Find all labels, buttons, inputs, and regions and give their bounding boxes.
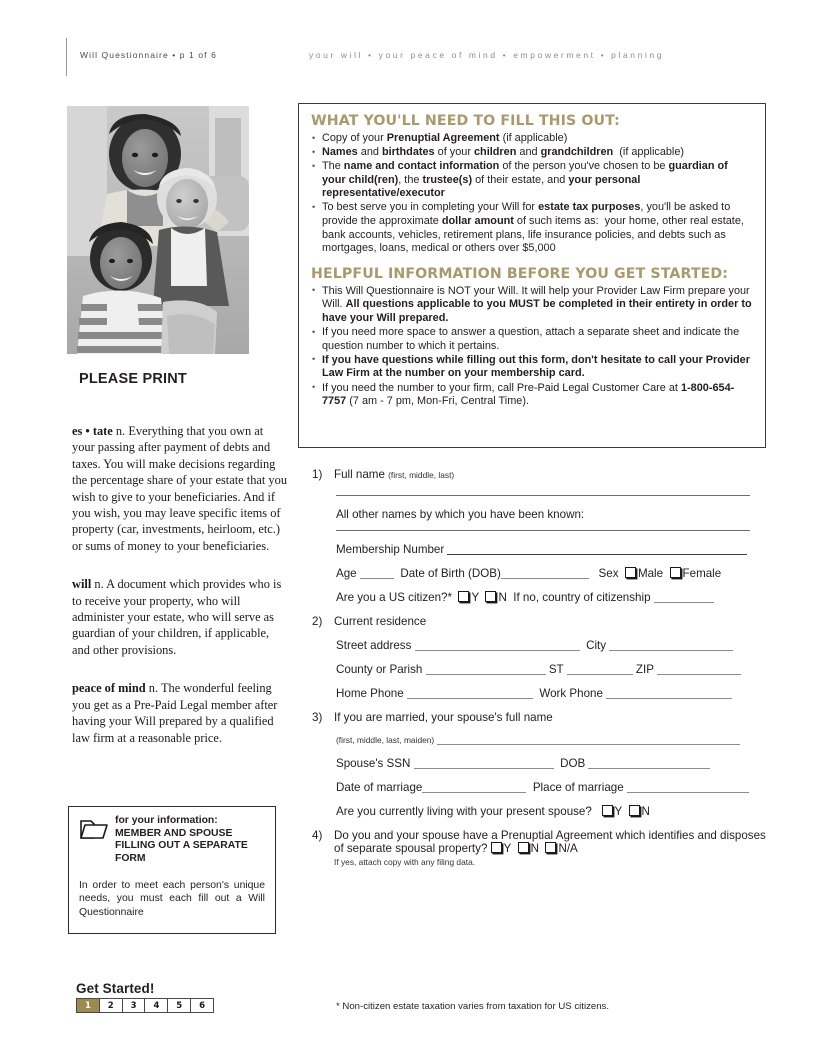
other-names-label: All other names by which you have been known: bbox=[336, 508, 585, 521]
home-phone-input[interactable] bbox=[407, 698, 533, 699]
definition-body: A document which provides who is to receive your property, who will administer your estate, who will serve as guardian of your children, if applicable, and other provisions. bbox=[72, 577, 282, 657]
country-of-citizenship-input[interactable] bbox=[654, 602, 714, 603]
fyi-title-line3: FORM bbox=[115, 852, 146, 864]
spouse-dob-input[interactable] bbox=[588, 768, 710, 769]
list-item: • If you need more space to answer a question, attach a separate sheet and indicate the question number to which it pertains. bbox=[311, 326, 753, 353]
home-phone-label: Home Phone bbox=[336, 687, 404, 700]
step-4[interactable]: 4 bbox=[145, 999, 168, 1012]
definition-peace-of-mind bbox=[72, 680, 288, 746]
fyi-title-line1: MEMBER AND SPOUSE bbox=[115, 827, 233, 839]
living-no-label: N bbox=[641, 805, 650, 818]
country-of-citizenship-label: If no, country of citizenship bbox=[513, 591, 651, 604]
membership-number-row bbox=[336, 543, 767, 556]
citizenship-row bbox=[336, 591, 767, 604]
for-your-information-box bbox=[68, 806, 276, 934]
definition-estate bbox=[72, 423, 288, 554]
place-of-marriage-label: Place of marriage bbox=[532, 781, 624, 794]
checkbox-male[interactable] bbox=[625, 567, 636, 578]
citizen-yes-label: Y bbox=[471, 591, 479, 604]
list-item: • If you have questions while filling out this form, don't hesitate to call your Provider Law Firm at the number on your membership card. bbox=[311, 354, 753, 381]
st-label: ST bbox=[548, 663, 564, 676]
definition-term: es • tate bbox=[72, 424, 113, 438]
definition-pos: n. bbox=[115, 424, 126, 438]
county-label: County or Parish bbox=[336, 663, 423, 676]
step-1[interactable]: 1 bbox=[77, 999, 100, 1012]
spouse-name-row bbox=[336, 733, 767, 746]
street-address-label: Street address bbox=[336, 639, 412, 652]
please-print-heading: PLEASE PRINT bbox=[79, 371, 187, 387]
family-photo bbox=[67, 106, 249, 354]
date-of-marriage-label: Date of marriage bbox=[336, 781, 423, 794]
living-with-spouse-row bbox=[336, 805, 767, 818]
prenup-no-label: N bbox=[530, 842, 539, 855]
spouse-full-name-input[interactable] bbox=[437, 744, 740, 745]
step-2[interactable]: 2 bbox=[100, 999, 123, 1012]
question-1-hint: (first, middle, last) bbox=[388, 470, 455, 480]
male-label: Male bbox=[637, 567, 664, 580]
city-label: City bbox=[586, 639, 607, 652]
spouse-ssn-dob-row bbox=[336, 757, 767, 770]
get-started-block bbox=[76, 981, 214, 1013]
membership-number-input[interactable] bbox=[447, 554, 747, 555]
street-address-input[interactable] bbox=[415, 650, 580, 651]
what-youll-need-list bbox=[311, 132, 753, 256]
prenup-na-label: N/A bbox=[558, 842, 578, 855]
spouse-ssn-input[interactable] bbox=[414, 768, 554, 769]
list-item: • Names and birthdates of your children and grandchildren (if applicable) bbox=[311, 146, 753, 160]
county-input[interactable] bbox=[426, 674, 546, 675]
step-6[interactable]: 6 bbox=[191, 999, 213, 1012]
step-5[interactable]: 5 bbox=[168, 999, 191, 1012]
question-3-hint: (first, middle, last, maiden) bbox=[336, 735, 435, 745]
family-photo-image bbox=[67, 106, 249, 354]
zip-input[interactable] bbox=[657, 674, 741, 675]
spouse-ssn-label: Spouse's SSN bbox=[336, 757, 411, 770]
female-label: Female bbox=[682, 567, 722, 580]
definition-body: The wonderful feeling you get as a Pre-Paid Legal member after having your Will prepared by a qualified law firm at a reasonable price. bbox=[72, 681, 278, 745]
dob-label: Date of Birth (DOB) bbox=[400, 567, 501, 580]
question-4-label: Do you and your spouse have a Prenuptial Agreement which identifies and disposes of separate spousal property? bbox=[334, 829, 766, 855]
header-title: Will Questionnaire • p 1 of 6 bbox=[80, 50, 217, 60]
age-input[interactable] bbox=[360, 578, 394, 579]
checkbox-prenup-no[interactable] bbox=[518, 842, 529, 853]
checkbox-prenup-na[interactable] bbox=[545, 842, 556, 853]
checkbox-citizen-yes[interactable] bbox=[458, 591, 469, 602]
info-heading-what-youll-need: WHAT YOU'LL NEED TO FILL THIS OUT: bbox=[311, 113, 620, 129]
question-1 bbox=[312, 468, 767, 481]
question-1-label: Full name bbox=[334, 468, 385, 481]
date-of-marriage-input[interactable] bbox=[422, 792, 526, 793]
fyi-label: for your information: bbox=[115, 815, 218, 826]
citizen-no-label: N bbox=[498, 591, 507, 604]
question-4-number: 4) bbox=[312, 829, 323, 842]
helpful-information-list bbox=[311, 285, 753, 409]
living-yes-label: Y bbox=[614, 805, 623, 818]
definition-term: will bbox=[72, 577, 92, 592]
list-item: • If you need the number to your firm, call Pre-Paid Legal Customer Care at 1-800-654-7757 (7 am - 7 pm, Mon-Fri, Central Time). bbox=[311, 382, 753, 409]
definition-pos: n. bbox=[148, 681, 159, 696]
question-2-number: 2) bbox=[312, 615, 323, 628]
list-item: • Copy of your Prenuptial Agreement (if applicable) bbox=[311, 132, 753, 146]
work-phone-input[interactable] bbox=[606, 698, 732, 699]
living-with-spouse-label: Are you currently living with your present spouse? bbox=[336, 805, 592, 818]
checkbox-citizen-no[interactable] bbox=[485, 591, 496, 602]
sex-label: Sex bbox=[598, 567, 619, 580]
age-label: Age bbox=[336, 567, 357, 580]
dob-input[interactable] bbox=[501, 578, 589, 579]
header-divider-rule bbox=[66, 38, 67, 76]
definition-will bbox=[72, 576, 288, 658]
question-3-label: If you are married, your spouse's full name bbox=[334, 711, 553, 724]
question-2 bbox=[312, 615, 767, 628]
other-names-row bbox=[336, 508, 767, 521]
checkbox-prenup-yes[interactable] bbox=[491, 842, 502, 853]
membership-number-label: Membership Number bbox=[336, 543, 445, 556]
other-names-input-line[interactable] bbox=[336, 530, 750, 531]
page-footnote: * Non-citizen estate taxation varies from taxation for US citizens. bbox=[336, 1001, 610, 1012]
definition-body: Everything that you own at your passing after payment of debts and taxes. You will make decisions regarding the percentage share of your estate that you wish to give to your beneficiaries. And if you wish, you may leave specific items of property (car, investments, heirloom, etc.) or sums of money to your beneficiaries. bbox=[72, 424, 288, 553]
list-item: • This Will Questionnaire is NOT your Will. It will help your Provider Law Firm prepare your Will. All questions applicable to you MUST be completed in their entirety in order to have your Will prepared. bbox=[311, 285, 753, 326]
citizen-question-label: Are you a US citizen?* bbox=[336, 591, 452, 604]
st-input[interactable] bbox=[567, 674, 633, 675]
spouse-dob-label: DOB bbox=[560, 757, 586, 770]
checkbox-female[interactable] bbox=[670, 567, 681, 578]
prenup-yes-label: Y bbox=[503, 842, 512, 855]
city-input[interactable] bbox=[609, 650, 733, 651]
street-city-row bbox=[336, 639, 767, 652]
age-dob-sex-row bbox=[336, 567, 767, 580]
folder-icon bbox=[79, 817, 109, 841]
get-started-title: Get Started! bbox=[76, 981, 155, 996]
phones-row bbox=[336, 687, 767, 700]
place-of-marriage-input[interactable] bbox=[627, 792, 749, 793]
zip-label: ZIP bbox=[635, 663, 654, 676]
fyi-title-line2: FILLING OUT A SEPARATE bbox=[115, 840, 248, 852]
work-phone-label: Work Phone bbox=[539, 687, 603, 700]
info-heading-helpful-information: HELPFUL INFORMATION BEFORE YOU GET STARTED: bbox=[311, 265, 729, 282]
list-item: • To best serve you in completing your Will for estate tax purposes, you'll be asked to provide the approximate dollar amount of such items as: your home, other real estate, bank accounts, vehicles, retirement plans, life insurance policies, and debts such as mortgages, loans, medical or others over $5,000 bbox=[311, 201, 753, 255]
question-4-note: If yes, attach copy with any filing data. bbox=[334, 857, 476, 867]
definition-term: peace of mind bbox=[72, 681, 146, 696]
question-2-label: Current residence bbox=[334, 615, 427, 628]
list-item: • The name and contact information of the person you've chosen to be guardian of your child(ren), the trustee(s) of their estate, and your personal representative/executor bbox=[311, 160, 753, 201]
question-3-number: 3) bbox=[312, 711, 323, 724]
questionnaire-form bbox=[312, 468, 767, 867]
header-tagline: your will • your peace of mind • empowerment • planning bbox=[309, 50, 665, 60]
page-header bbox=[66, 38, 766, 76]
question-1-number: 1) bbox=[312, 468, 323, 481]
requirements-info-box bbox=[298, 103, 766, 448]
step-3[interactable]: 3 bbox=[123, 999, 146, 1012]
checkbox-living-no[interactable] bbox=[629, 805, 640, 816]
fyi-body-text: In order to meet each person's unique needs, you must each fill out a Will Questionnaire bbox=[79, 880, 265, 918]
definition-pos: n. bbox=[94, 577, 104, 592]
question-4 bbox=[312, 829, 767, 867]
definitions-list bbox=[72, 423, 288, 768]
full-name-input-line[interactable] bbox=[336, 495, 750, 496]
checkbox-living-yes[interactable] bbox=[602, 805, 613, 816]
question-3 bbox=[312, 711, 767, 724]
page-step-indicator[interactable] bbox=[76, 998, 214, 1013]
marriage-row bbox=[336, 781, 767, 794]
county-st-zip-row bbox=[336, 663, 767, 676]
fyi-heading bbox=[115, 815, 265, 865]
